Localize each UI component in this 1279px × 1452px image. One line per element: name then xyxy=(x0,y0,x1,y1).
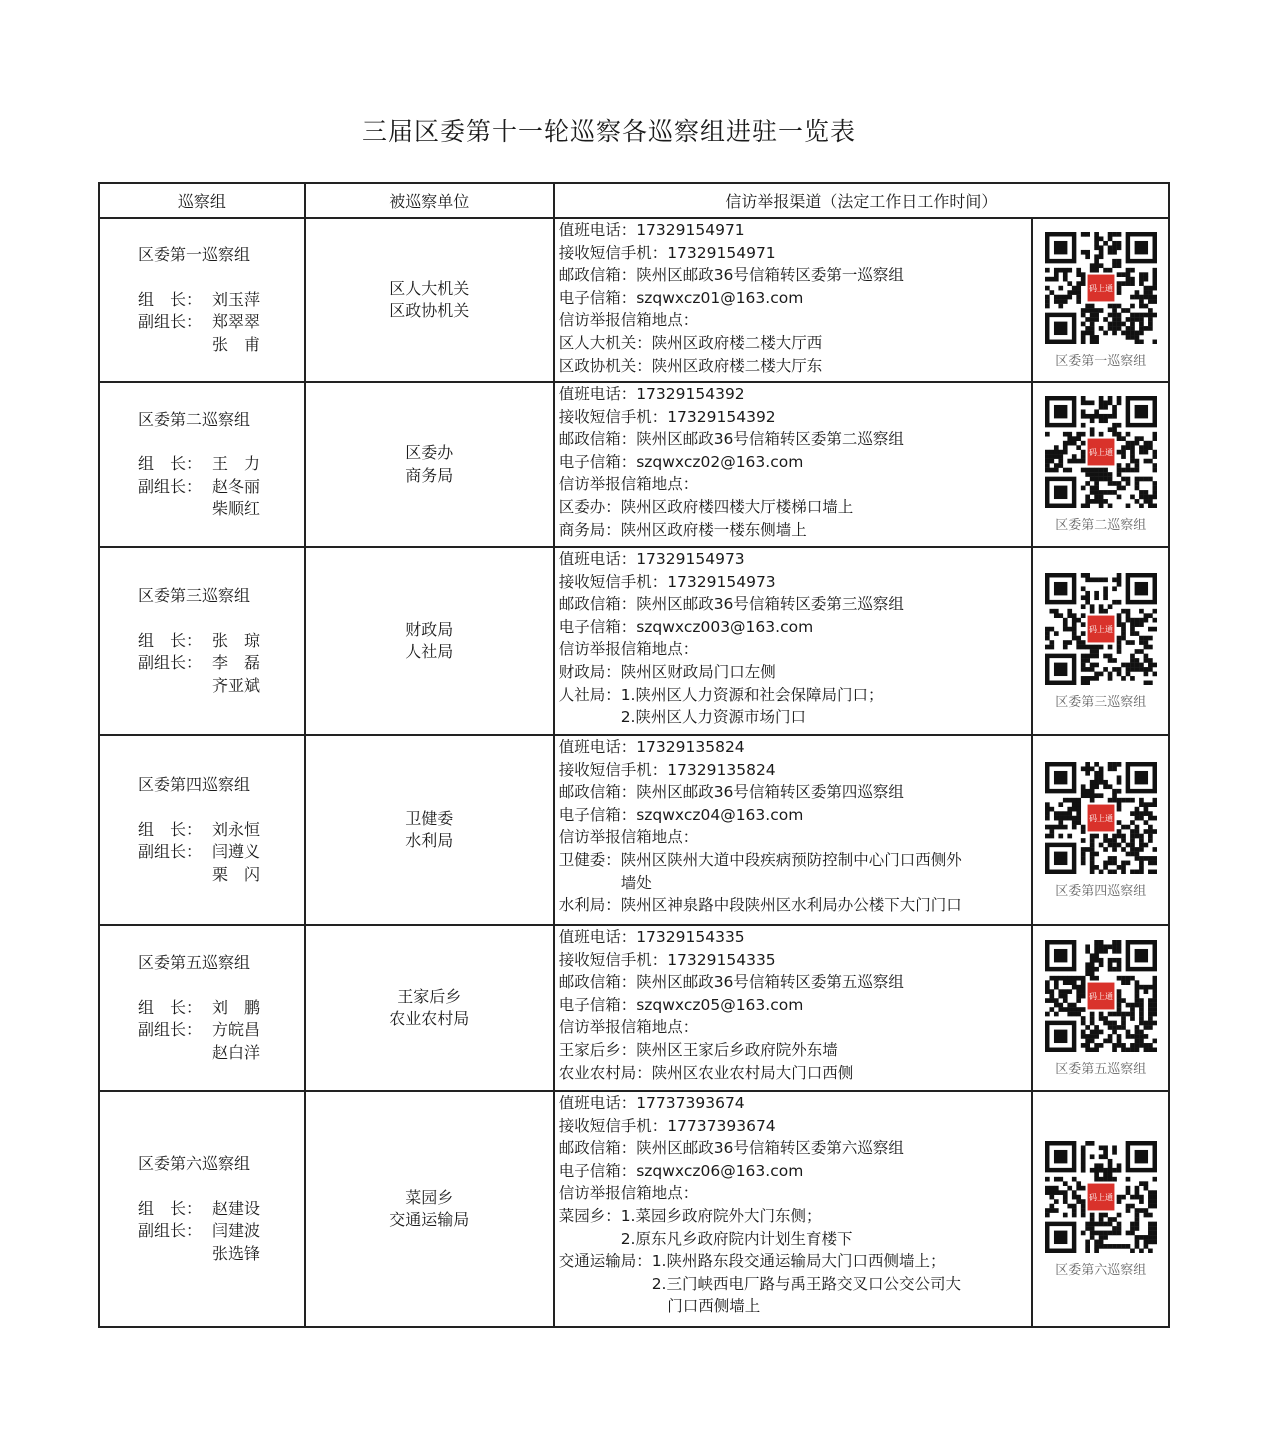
channel-line: 邮政信箱：陕州区邮政36号信箱转区委第四巡察组 xyxy=(558,783,904,802)
unit-cell xyxy=(305,218,554,382)
channel-cell xyxy=(554,1091,1033,1327)
unit-cell xyxy=(305,547,554,735)
deputy-label: 副组长： xyxy=(138,1221,203,1240)
unit-cell xyxy=(305,735,554,925)
group-cell xyxy=(99,925,305,1091)
group-name: 区委第四巡察组 xyxy=(138,775,251,794)
inspected-unit: 区人大机关 xyxy=(389,278,470,298)
deputy-name: 赵冬丽 xyxy=(212,476,261,496)
deputy-line-2 xyxy=(138,334,304,357)
deputy-name-2: 赵白洋 xyxy=(212,1042,261,1062)
channel-line: 值班电话：17737393674 xyxy=(558,1094,745,1112)
inspected-unit: 区政协机关 xyxy=(389,301,470,320)
qr-code-icon xyxy=(1045,232,1157,344)
leader-name: 张 琼 xyxy=(212,630,261,650)
leader-name: 王 力 xyxy=(212,454,261,473)
group-cell xyxy=(99,382,305,547)
qr-code-icon xyxy=(1045,573,1157,685)
qr-cell xyxy=(1032,218,1169,382)
deputy-name-2: 齐亚斌 xyxy=(212,675,261,695)
qr-code-icon xyxy=(1045,940,1157,1052)
leader-line xyxy=(138,819,304,842)
channel-cell xyxy=(554,547,1033,735)
deputy-name-2: 张 甫 xyxy=(212,334,261,354)
channel-line: 2.陕州区人力资源市场门口 xyxy=(558,708,806,727)
channel-line: 农业农村局：陕州区农业农村局大门口西侧 xyxy=(558,1063,854,1082)
qr-code-icon xyxy=(1045,396,1157,508)
deputy-line-2 xyxy=(138,1243,304,1266)
leader-line xyxy=(138,630,304,653)
table-row xyxy=(99,925,1169,1091)
qr-caption: 区委第一巡察组 xyxy=(1055,353,1147,369)
channel-line: 值班电话：17329154392 xyxy=(558,385,745,403)
channel-line: 卫健委：陕州区陕州大道中段疾病预防控制中心门口西侧外 xyxy=(558,850,962,869)
leader-name: 刘 鹏 xyxy=(212,997,261,1017)
inspected-unit: 交通运输局 xyxy=(389,1210,470,1229)
deputy-line xyxy=(138,1019,304,1042)
qr-badge-text: 码上通 xyxy=(1088,1192,1113,1202)
table-header-row xyxy=(99,183,1169,218)
channel-line: 电子信箱：szqwxcz003@163.com xyxy=(558,617,814,636)
leader-line xyxy=(138,453,304,476)
channel-line: 水利局：陕州区神泉路中段陕州区水利局办公楼下大门门口 xyxy=(558,896,962,915)
deputy-line-2 xyxy=(138,1042,304,1065)
leader-name: 赵建设 xyxy=(212,1198,261,1218)
table-row xyxy=(99,547,1169,735)
group-name: 区委第六巡察组 xyxy=(138,1154,251,1173)
leader-label: 组 长： xyxy=(138,630,203,650)
qr-caption: 区委第五巡察组 xyxy=(1055,1061,1147,1077)
deputy-name: 闫建波 xyxy=(212,1221,261,1240)
deputy-line xyxy=(138,311,304,334)
group-cell xyxy=(99,735,305,925)
deputy-name: 方皖昌 xyxy=(212,1020,261,1039)
channel-line: 接收短信手机：17329154973 xyxy=(558,572,776,591)
qr-block xyxy=(1045,762,1157,899)
channel-line: 区人大机关：陕州区政府楼二楼大厅西 xyxy=(558,333,823,352)
deputy-name-2: 张选锋 xyxy=(212,1243,261,1263)
deputy-line-2 xyxy=(138,498,304,521)
channel-line: 接收短信手机：17329154335 xyxy=(558,950,776,969)
unit-cell xyxy=(305,1091,554,1327)
channel-cell xyxy=(554,218,1033,382)
leader-line xyxy=(138,997,304,1020)
deputy-line xyxy=(138,841,304,864)
qr-badge-text: 码上通 xyxy=(1088,624,1113,634)
header-channel: 信访举报渠道（法定工作日工作时间） xyxy=(554,183,1169,218)
channel-line: 2.原东凡乡政府院内计划生育楼下 xyxy=(558,1229,853,1248)
channel-line: 区委办：陕州区政府楼四楼大厅楼梯口墙上 xyxy=(558,497,854,516)
qr-badge-text: 码上通 xyxy=(1088,283,1113,293)
group-name: 区委第三巡察组 xyxy=(138,586,251,605)
channel-line: 信访举报信箱地点： xyxy=(558,828,699,847)
leader-label: 组 长： xyxy=(138,1198,203,1218)
channel-line: 信访举报信箱地点： xyxy=(558,1018,699,1037)
channel-line: 人社局：1.陕州区人力资源和社会保障局门口； xyxy=(558,685,884,704)
qr-block xyxy=(1045,573,1157,710)
channel-line: 墙处 xyxy=(558,873,652,892)
leader-label: 组 长： xyxy=(138,819,203,839)
channel-line: 邮政信箱：陕州区邮政36号信箱转区委第六巡察组 xyxy=(558,1139,904,1158)
channel-line: 接收短信手机：17329154971 xyxy=(558,243,776,262)
unit-cell xyxy=(305,382,554,547)
leader-name: 刘永恒 xyxy=(212,819,261,839)
qr-badge-text: 码上通 xyxy=(1088,991,1113,1001)
inspected-unit: 农业农村局 xyxy=(389,1009,470,1028)
channel-line: 信访举报信箱地点： xyxy=(558,1184,699,1203)
qr-code-icon xyxy=(1045,762,1157,874)
page-title: 三届区委第十一轮巡察各巡察组进驻一览表 xyxy=(361,117,856,146)
deputy-name: 李 磊 xyxy=(212,653,261,672)
qr-block xyxy=(1045,940,1157,1077)
channel-line: 邮政信箱：陕州区邮政36号信箱转区委第一巡察组 xyxy=(558,266,904,285)
group-cell xyxy=(99,218,305,382)
channel-line: 值班电话：17329135824 xyxy=(558,738,745,756)
channel-line: 电子信箱：szqwxcz01@163.com xyxy=(558,288,804,307)
channel-line: 电子信箱：szqwxcz05@163.com xyxy=(558,995,804,1014)
channel-line: 接收短信手机：17329154392 xyxy=(558,407,776,426)
leader-line xyxy=(138,289,304,312)
leader-label: 组 长： xyxy=(138,454,203,473)
deputy-name: 郑翠翠 xyxy=(212,312,261,331)
inspected-unit: 财政局 xyxy=(405,619,454,639)
channel-line: 接收短信手机：17329135824 xyxy=(558,760,776,779)
group-name: 区委第二巡察组 xyxy=(138,409,251,429)
inspected-unit: 卫健委 xyxy=(405,808,454,828)
qr-block xyxy=(1045,1141,1157,1278)
inspection-table xyxy=(98,182,1170,1328)
channel-line: 财政局：陕州区财政局门口左侧 xyxy=(558,662,776,681)
channel-line: 电子信箱：szqwxcz04@163.com xyxy=(558,805,804,824)
unit-cell xyxy=(305,925,554,1091)
qr-caption: 区委第三巡察组 xyxy=(1055,694,1147,710)
channel-line: 信访举报信箱地点： xyxy=(558,475,699,494)
channel-cell xyxy=(554,735,1033,925)
inspected-unit: 菜园乡 xyxy=(405,1187,454,1207)
qr-block xyxy=(1045,232,1157,369)
channel-line: 区政协机关：陕州区政府楼二楼大厅东 xyxy=(558,356,823,375)
channel-line: 电子信箱：szqwxcz06@163.com xyxy=(558,1161,804,1180)
inspected-unit: 水利局 xyxy=(405,831,454,850)
channel-line: 邮政信箱：陕州区邮政36号信箱转区委第五巡察组 xyxy=(558,973,904,992)
channel-line: 王家后乡：陕州区王家后乡政府院外东墙 xyxy=(558,1040,838,1059)
channel-line: 信访举报信箱地点： xyxy=(558,640,699,659)
deputy-name-2: 栗 闪 xyxy=(212,864,261,884)
deputy-label: 副组长： xyxy=(138,1020,203,1039)
table-row xyxy=(99,218,1169,382)
group-name: 区委第五巡察组 xyxy=(138,953,251,972)
channel-line: 值班电话：17329154971 xyxy=(558,221,745,239)
deputy-label: 副组长： xyxy=(138,312,203,331)
header-group: 巡察组 xyxy=(99,183,305,218)
qr-caption: 区委第二巡察组 xyxy=(1055,518,1147,533)
leader-line xyxy=(138,1198,304,1221)
qr-cell xyxy=(1032,925,1169,1091)
channel-cell xyxy=(554,925,1033,1091)
channel-cell xyxy=(554,382,1033,547)
qr-caption: 区委第四巡察组 xyxy=(1055,883,1147,899)
group-cell xyxy=(99,1091,305,1327)
deputy-line-2 xyxy=(138,864,304,887)
qr-badge-text: 码上通 xyxy=(1088,448,1113,457)
inspected-unit: 区委办 xyxy=(405,443,454,462)
channel-line: 菜园乡：1.菜园乡政府院外大门东侧； xyxy=(558,1206,822,1225)
deputy-name-2: 柴顺红 xyxy=(212,499,261,518)
qr-code-icon xyxy=(1045,1141,1157,1253)
channel-line: 门口西侧墙上 xyxy=(558,1297,761,1316)
inspected-unit: 商务局 xyxy=(405,465,454,485)
channel-line: 值班电话：17329154973 xyxy=(558,550,745,568)
qr-badge-text: 码上通 xyxy=(1088,813,1113,823)
table-row xyxy=(99,735,1169,925)
inspected-unit: 人社局 xyxy=(405,642,454,661)
channel-line: 值班电话：17329154335 xyxy=(558,928,745,946)
deputy-line xyxy=(138,1220,304,1243)
leader-label: 组 长： xyxy=(138,289,203,309)
channel-line: 电子信箱：szqwxcz02@163.com xyxy=(558,452,804,471)
table-row xyxy=(99,1091,1169,1327)
inspected-unit: 王家后乡 xyxy=(397,986,462,1006)
deputy-label: 副组长： xyxy=(138,476,203,496)
channel-line: 商务局：陕州区政府楼一楼东侧墙上 xyxy=(558,520,807,539)
deputy-line-2 xyxy=(138,675,304,698)
qr-caption: 区委第六巡察组 xyxy=(1055,1262,1147,1278)
qr-cell xyxy=(1032,1091,1169,1327)
channel-line: 2.三门峡西电厂路与禹王路交叉口公交公司大 xyxy=(558,1274,961,1293)
channel-line: 接收短信手机：17737393674 xyxy=(558,1116,776,1135)
leader-label: 组 长： xyxy=(138,997,203,1017)
deputy-label: 副组长： xyxy=(138,842,203,861)
table-row xyxy=(99,382,1169,547)
header-unit: 被巡察单位 xyxy=(305,183,554,218)
qr-cell xyxy=(1032,547,1169,735)
channel-line: 邮政信箱：陕州区邮政36号信箱转区委第二巡察组 xyxy=(558,430,904,449)
channel-line: 信访举报信箱地点： xyxy=(558,311,699,330)
qr-block xyxy=(1045,396,1157,533)
group-cell xyxy=(99,547,305,735)
channel-line: 邮政信箱：陕州区邮政36号信箱转区委第三巡察组 xyxy=(558,595,904,614)
leader-name: 刘玉萍 xyxy=(212,289,261,309)
deputy-name: 闫遵义 xyxy=(212,842,261,861)
deputy-label: 副组长： xyxy=(138,653,203,672)
channel-line: 交通运输局：1.陕州路东段交通运输局大门口西侧墙上； xyxy=(558,1252,946,1271)
deputy-line xyxy=(138,476,304,499)
qr-cell xyxy=(1032,735,1169,925)
qr-cell xyxy=(1032,382,1169,547)
deputy-line xyxy=(138,652,304,675)
group-name: 区委第一巡察组 xyxy=(138,245,251,264)
